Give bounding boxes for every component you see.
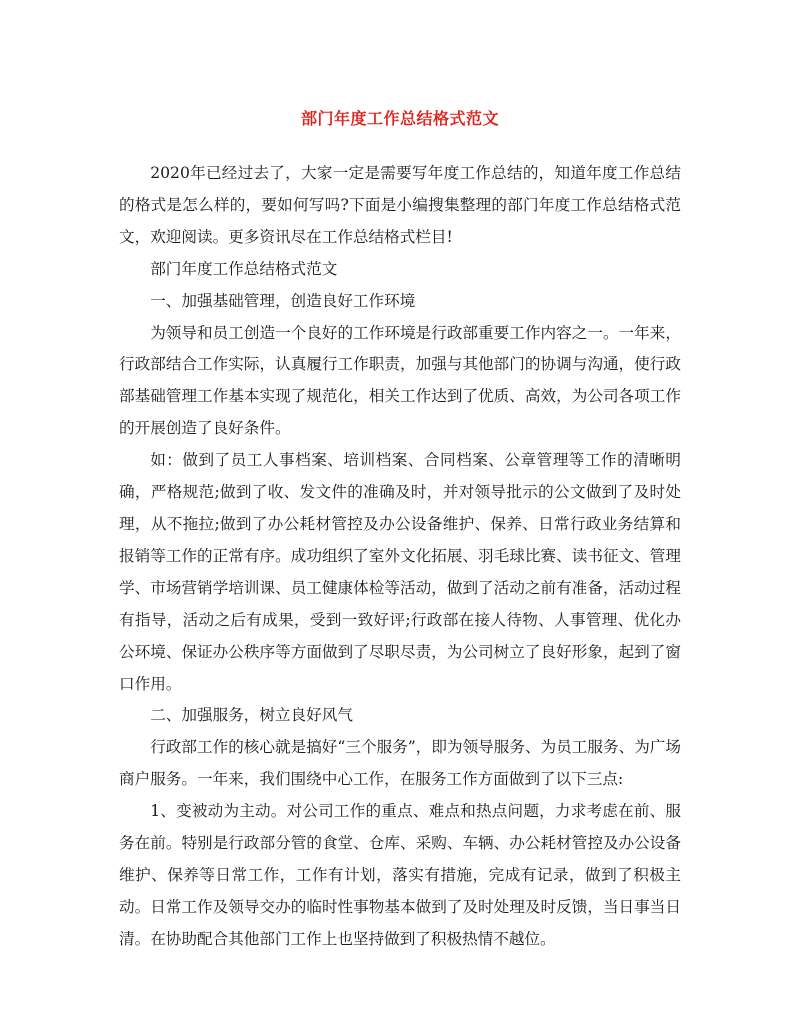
section-heading-1: 一、加强基础管理，创造良好工作环境 — [150, 291, 416, 310]
document-body — [119, 158, 681, 956]
body-paragraph: 行政部工作的核心就是搞好“三个服务”，即为领导服务、为员工服务、为广场商户服务。一年来，我们围绕中心工作，在服务工作方面做到了以下三点: — [119, 738, 681, 789]
subtitle-paragraph: 部门年度工作总结格式范文 — [150, 259, 338, 278]
body-paragraph: 如：做到了员工人事档案、培训档案、合同档案、公章管理等工作的清晰明确，严格规范;做到了收、发文件的准确及时，并对领导批示的公文做到了及时处理，从不拖拉;做到了办公耗材管控及办公设备维护、保养、日常行政业务结算和报销等工作的正常有序。成功组织了室外文化拓展、羽毛球比赛、读书征文、管理学、市场营销学培训课、员工健康体检等活动，做到了活动之前有准备，活动过程有指导，活动之后有成果，受到一致好评;行政部在接人待物、人事管理、优化办公环境、保证办公秩序等方面做到了尽职尽责，为公司树立了良好形象，起到了窗口作用。 — [119, 451, 681, 693]
body-paragraph: 1、变被动为主动。对公司工作的重点、难点和热点问题，力求考虑在前、服务在前。特别是行政部分管的食堂、仓库、采购、车辆、办公耗材管控及办公设备维护、保养等日常工作，工作有计划，落实有措施，完成有记录，做到了积极主动。日常工作及领导交办的临时性事物基本做到了及时处理及时反馈，当日事当日清。在协助配合其他部门工作上也坚持做到了积极热情不越位。 — [119, 802, 681, 948]
section-heading-2: 二、加强服务，树立良好风气 — [150, 706, 353, 725]
document-title: 部门年度工作总结格式范文 — [300, 109, 499, 128]
body-paragraph: 为领导和员工创造一个良好的工作环境是行政部重要工作内容之一。一年来，行政部结合工作实际，认真履行工作职责，加强与其他部门的协调与沟通，使行政部基础管理工作基本实现了规范化，相关工作达到了优质、高效，为公司各项工作的开展创造了良好条件。 — [119, 323, 681, 438]
intro-paragraph: 2020年已经过去了，大家一定是需要写年度工作总结的，知道年度工作总结的格式是怎么样的，要如何写吗?下面是小编搜集整理的部门年度工作总结格式范文，欢迎阅读。更多资讯尽在工作总结格式栏目! — [119, 164, 681, 246]
